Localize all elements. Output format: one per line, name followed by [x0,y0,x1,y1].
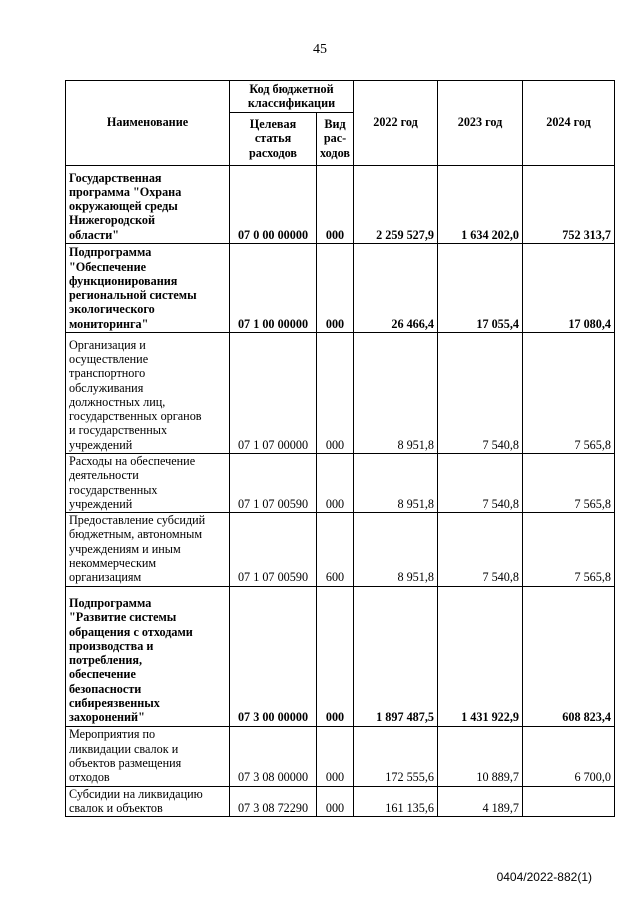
row-value-2022: 1 897 487,5 [354,586,438,726]
row-value-2023: 7 540,8 [438,454,523,513]
row-value-2024: 17 080,4 [523,244,615,333]
page-number: 45 [313,42,327,57]
table-body [66,166,615,817]
table-row [66,513,615,586]
row-value-2024: 608 823,4 [523,586,615,726]
row-expense-kind: 000 [317,586,354,726]
table-row [66,166,615,244]
table-row [66,586,615,726]
row-target-article: 07 1 07 00000 [230,333,317,454]
row-value-2022: 2 259 527,9 [354,166,438,244]
row-name: Подпрограмма "Развитие системы обращения с отходами производства и потребления, обеспечение безопасности сибиреязвенных захоронений" [66,586,230,726]
row-value-2022: 161 135,6 [354,786,438,817]
row-target-article: 07 3 00 00000 [230,586,317,726]
row-name: Субсидии на ликвидацию свалок и объектов [66,786,230,817]
table-row [66,244,615,333]
row-value-2023: 7 540,8 [438,513,523,586]
row-value-2023: 17 055,4 [438,244,523,333]
header-expense-kind: Вид рас-ходов [317,113,354,166]
header-row-top [66,81,615,113]
row-target-article: 07 1 00 00000 [230,244,317,333]
row-name: Мероприятия по ликвидации свалок и объектов размещения отходов [66,726,230,786]
header-2023: 2023 год [438,81,523,166]
row-name: Расходы на обеспечение деятельности государственных учреждений [66,454,230,513]
row-value-2024: 7 565,8 [523,333,615,454]
row-value-2024: 7 565,8 [523,513,615,586]
row-value-2023: 4 189,7 [438,786,523,817]
row-value-2022: 8 951,8 [354,333,438,454]
row-value-2024: 6 700,0 [523,726,615,786]
budget-table [65,80,615,817]
row-expense-kind: 000 [317,244,354,333]
header-code-group: Код бюджетной классификации [230,81,354,113]
table-row [66,726,615,786]
table-row [66,786,615,817]
row-value-2022: 26 466,4 [354,244,438,333]
row-expense-kind: 600 [317,513,354,586]
row-name: Государственная программа "Охрана окружающей среды Нижегородской области" [66,166,230,244]
row-target-article: 07 1 07 00590 [230,513,317,586]
row-value-2022: 8 951,8 [354,454,438,513]
row-expense-kind: 000 [317,454,354,513]
row-value-2023: 1 634 202,0 [438,166,523,244]
row-value-2023: 1 431 922,9 [438,586,523,726]
row-expense-kind: 000 [317,786,354,817]
row-name: Подпрограмма "Обеспечение функционирования региональной системы экологического мониторинга" [66,244,230,333]
row-value-2022: 172 555,6 [354,726,438,786]
row-target-article: 07 3 08 72290 [230,786,317,817]
table-row [66,333,615,454]
header-2022: 2022 год [354,81,438,166]
row-value-2024 [523,786,615,817]
row-target-article: 07 1 07 00590 [230,454,317,513]
header-name: Наименование [66,81,230,166]
row-value-2024: 7 565,8 [523,454,615,513]
header-2024: 2024 год [523,81,615,166]
row-value-2024: 752 313,7 [523,166,615,244]
row-expense-kind: 000 [317,726,354,786]
row-value-2023: 10 889,7 [438,726,523,786]
row-target-article: 07 3 08 00000 [230,726,317,786]
table-row [66,454,615,513]
header-target-article: Целевая статья расходов [230,113,317,166]
row-target-article: 07 0 00 00000 [230,166,317,244]
row-name: Предоставление субсидий бюджетным, автономным учреждениям и иным некоммерческим организациям [66,513,230,586]
document-code: 0404/2022-882(1) [496,870,592,884]
row-expense-kind: 000 [317,333,354,454]
row-value-2023: 7 540,8 [438,333,523,454]
row-name: Организация и осуществление транспортного обслуживания должностных лиц, государственных органов и государственных учреждений [66,333,230,454]
row-expense-kind: 000 [317,166,354,244]
row-value-2022: 8 951,8 [354,513,438,586]
